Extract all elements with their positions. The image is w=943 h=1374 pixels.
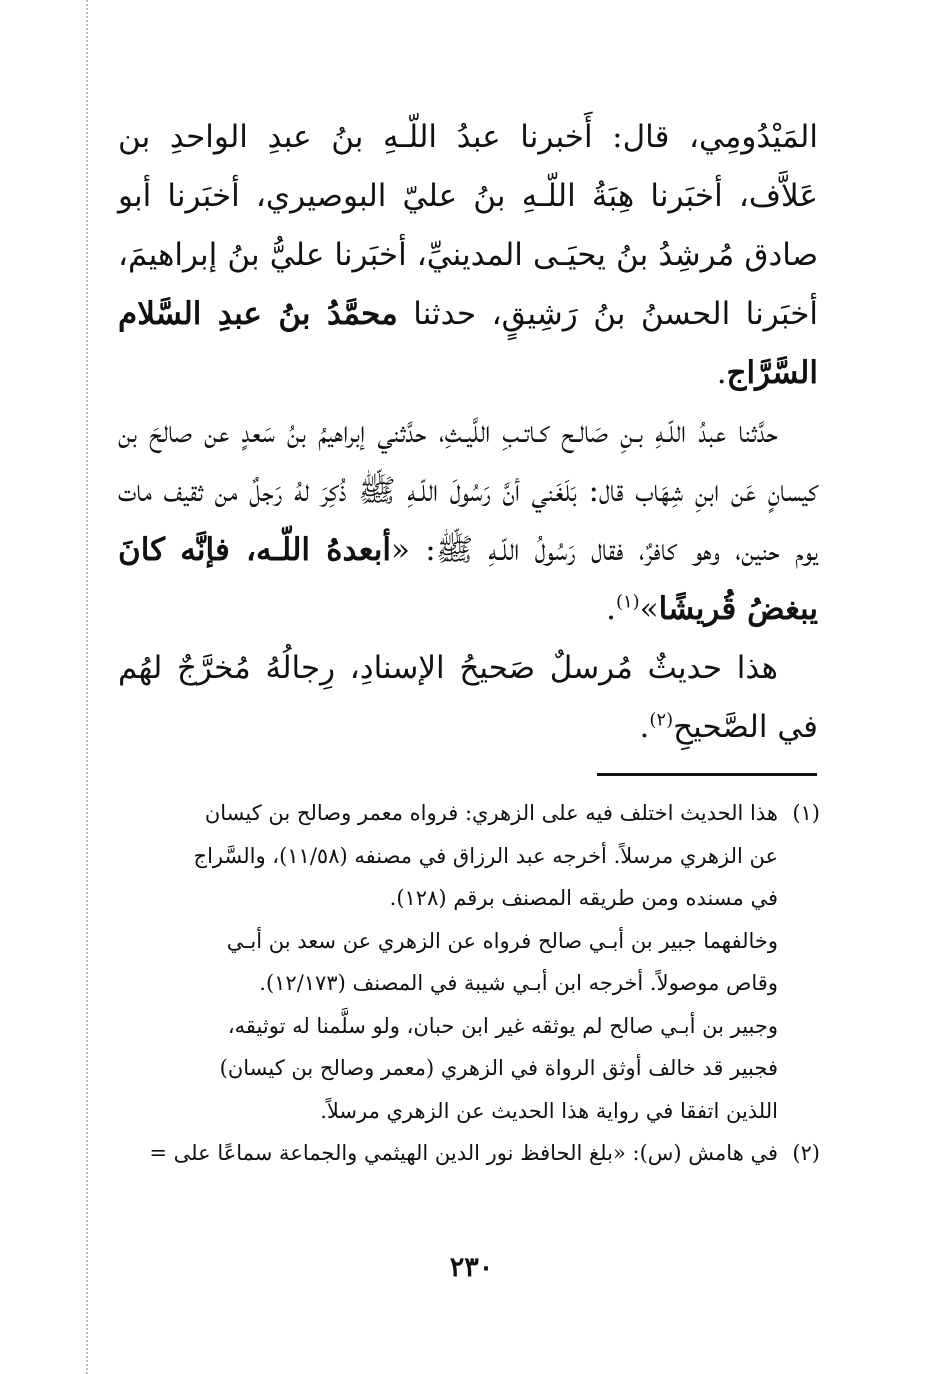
footnote-line: هذا الحديث اختلف فيه على الزهري: فرواه معمر وصالح بن كيسان — [204, 801, 778, 825]
footnote-ref-2[interactable]: (٢) — [649, 709, 674, 731]
paragraph-isnad — [118, 108, 818, 403]
footnote-line: فجبير قد خالف أوثق الرواة في الزهري (معمر وصالح بن كيسان) — [219, 1056, 778, 1080]
text-line: أخبَرنا هِبَةُ اللّـهِ بنُ عليّ البوصيري، أخبَرنا أبو صادق مُرشِدُ بنُ — [118, 178, 819, 273]
full-stop: . — [639, 709, 650, 745]
text-line: بَلَغَني أنَّ رَسُولَ اللّـهِ ﷺ ذُكِرَ لهُ رَجلٌ من ثقيف مات يوم — [118, 473, 819, 568]
hadith-quote: أبعدهُ اللّـه، فإنَّه — [180, 532, 391, 568]
footnote-separator — [597, 773, 817, 776]
footnote-line: اللذين اتفقا في رواية هذا الحديث عن الزهري مرسلاً. — [320, 1098, 778, 1123]
text-line: هذا حديثٌ مُرسلٌ صَحيحُ الإسنادِ، رِجالُهُ مُخرَّجٌ لهُم في — [118, 650, 818, 745]
narrator-name: محمَّدُ بنُ عبدِ السَّلام السَّرَّاج — [118, 296, 818, 391]
text-line: إبراهيمُ بنُ سَعدٍ عن صالحَ بن كيسانٍ عَن ابنِ شِهَاب قال: — [118, 414, 819, 509]
page-number: ٢٣٠ — [449, 1252, 494, 1283]
full-stop: . — [606, 591, 616, 627]
main-text — [118, 108, 818, 757]
paragraph-hadith — [118, 403, 818, 639]
footnote-line: وقاص موصولاً. أخرجه ابن أبـي شيبة في المصنف (١٢/١٧٣). — [259, 971, 778, 995]
scan-edge-dots — [86, 0, 88, 1374]
full-stop: . — [716, 355, 727, 391]
footnote-number: (١) — [792, 801, 820, 825]
footnote-body — [108, 792, 778, 1132]
text-line: حدَّثنا عبدُ اللّـهِ بـنِ صَالـح كـاتـبِ اللَّيـثِ، حدَّثني — [377, 414, 778, 450]
footnote-line: في هامش (س): «بلغ الحافظ نور الدين الهيثمي والجماعة سماعًا على = — [149, 1141, 778, 1165]
footnote-line: وخالفهما جبير بن أبـي صالح فرواه عن الزهري عن سعد بن أبـي — [226, 928, 778, 953]
footnote-line: وجبير بن أبـي صالح لم يوثقه غير ابن حبان، ولو سلَّمنا له توثيقه، — [227, 1013, 778, 1038]
text-line: المَيْدُومِي، قال: أَخبرنا عبدُ اللّـهِ بنُ عبدِ الواحدِ بن عَلاَّف، — [118, 119, 818, 214]
hadith-quote-continued: كانَ يبغضُ قُريشًا — [118, 532, 818, 627]
footnote-ref-1[interactable]: (١) — [615, 591, 640, 613]
text-line: رَشِيقٍ، حدثنا — [413, 296, 578, 332]
footnote-line: عن الزهري مرسلاً. أخرجه عبد الرزاق في مصنفه (١١/٥٨)، والسَّراج — [193, 843, 778, 868]
footnote-1 — [108, 792, 820, 1132]
paragraph-grading — [118, 639, 818, 757]
text-line: يحيَـى المدينيِّ، أخبَرنا عليُّ بنُ إبراهيمَ، أخبَرنا الحسنُ بنُ — [118, 237, 818, 332]
close-quote: » — [639, 591, 659, 627]
footnote-body — [108, 1132, 778, 1175]
text-line: الصَّحيحِ — [673, 709, 768, 745]
text-line: حنين، وهو كافرٌ، فقال رَسُولُ اللّـهِ ﷺ: « — [391, 532, 780, 568]
footnote-line: في مسنده ومن طريقه المصنف برقم (١٢٨). — [389, 886, 778, 910]
footnotes — [108, 792, 820, 1175]
footnote-number: (٢) — [792, 1141, 820, 1165]
footnote-2 — [108, 1132, 820, 1175]
